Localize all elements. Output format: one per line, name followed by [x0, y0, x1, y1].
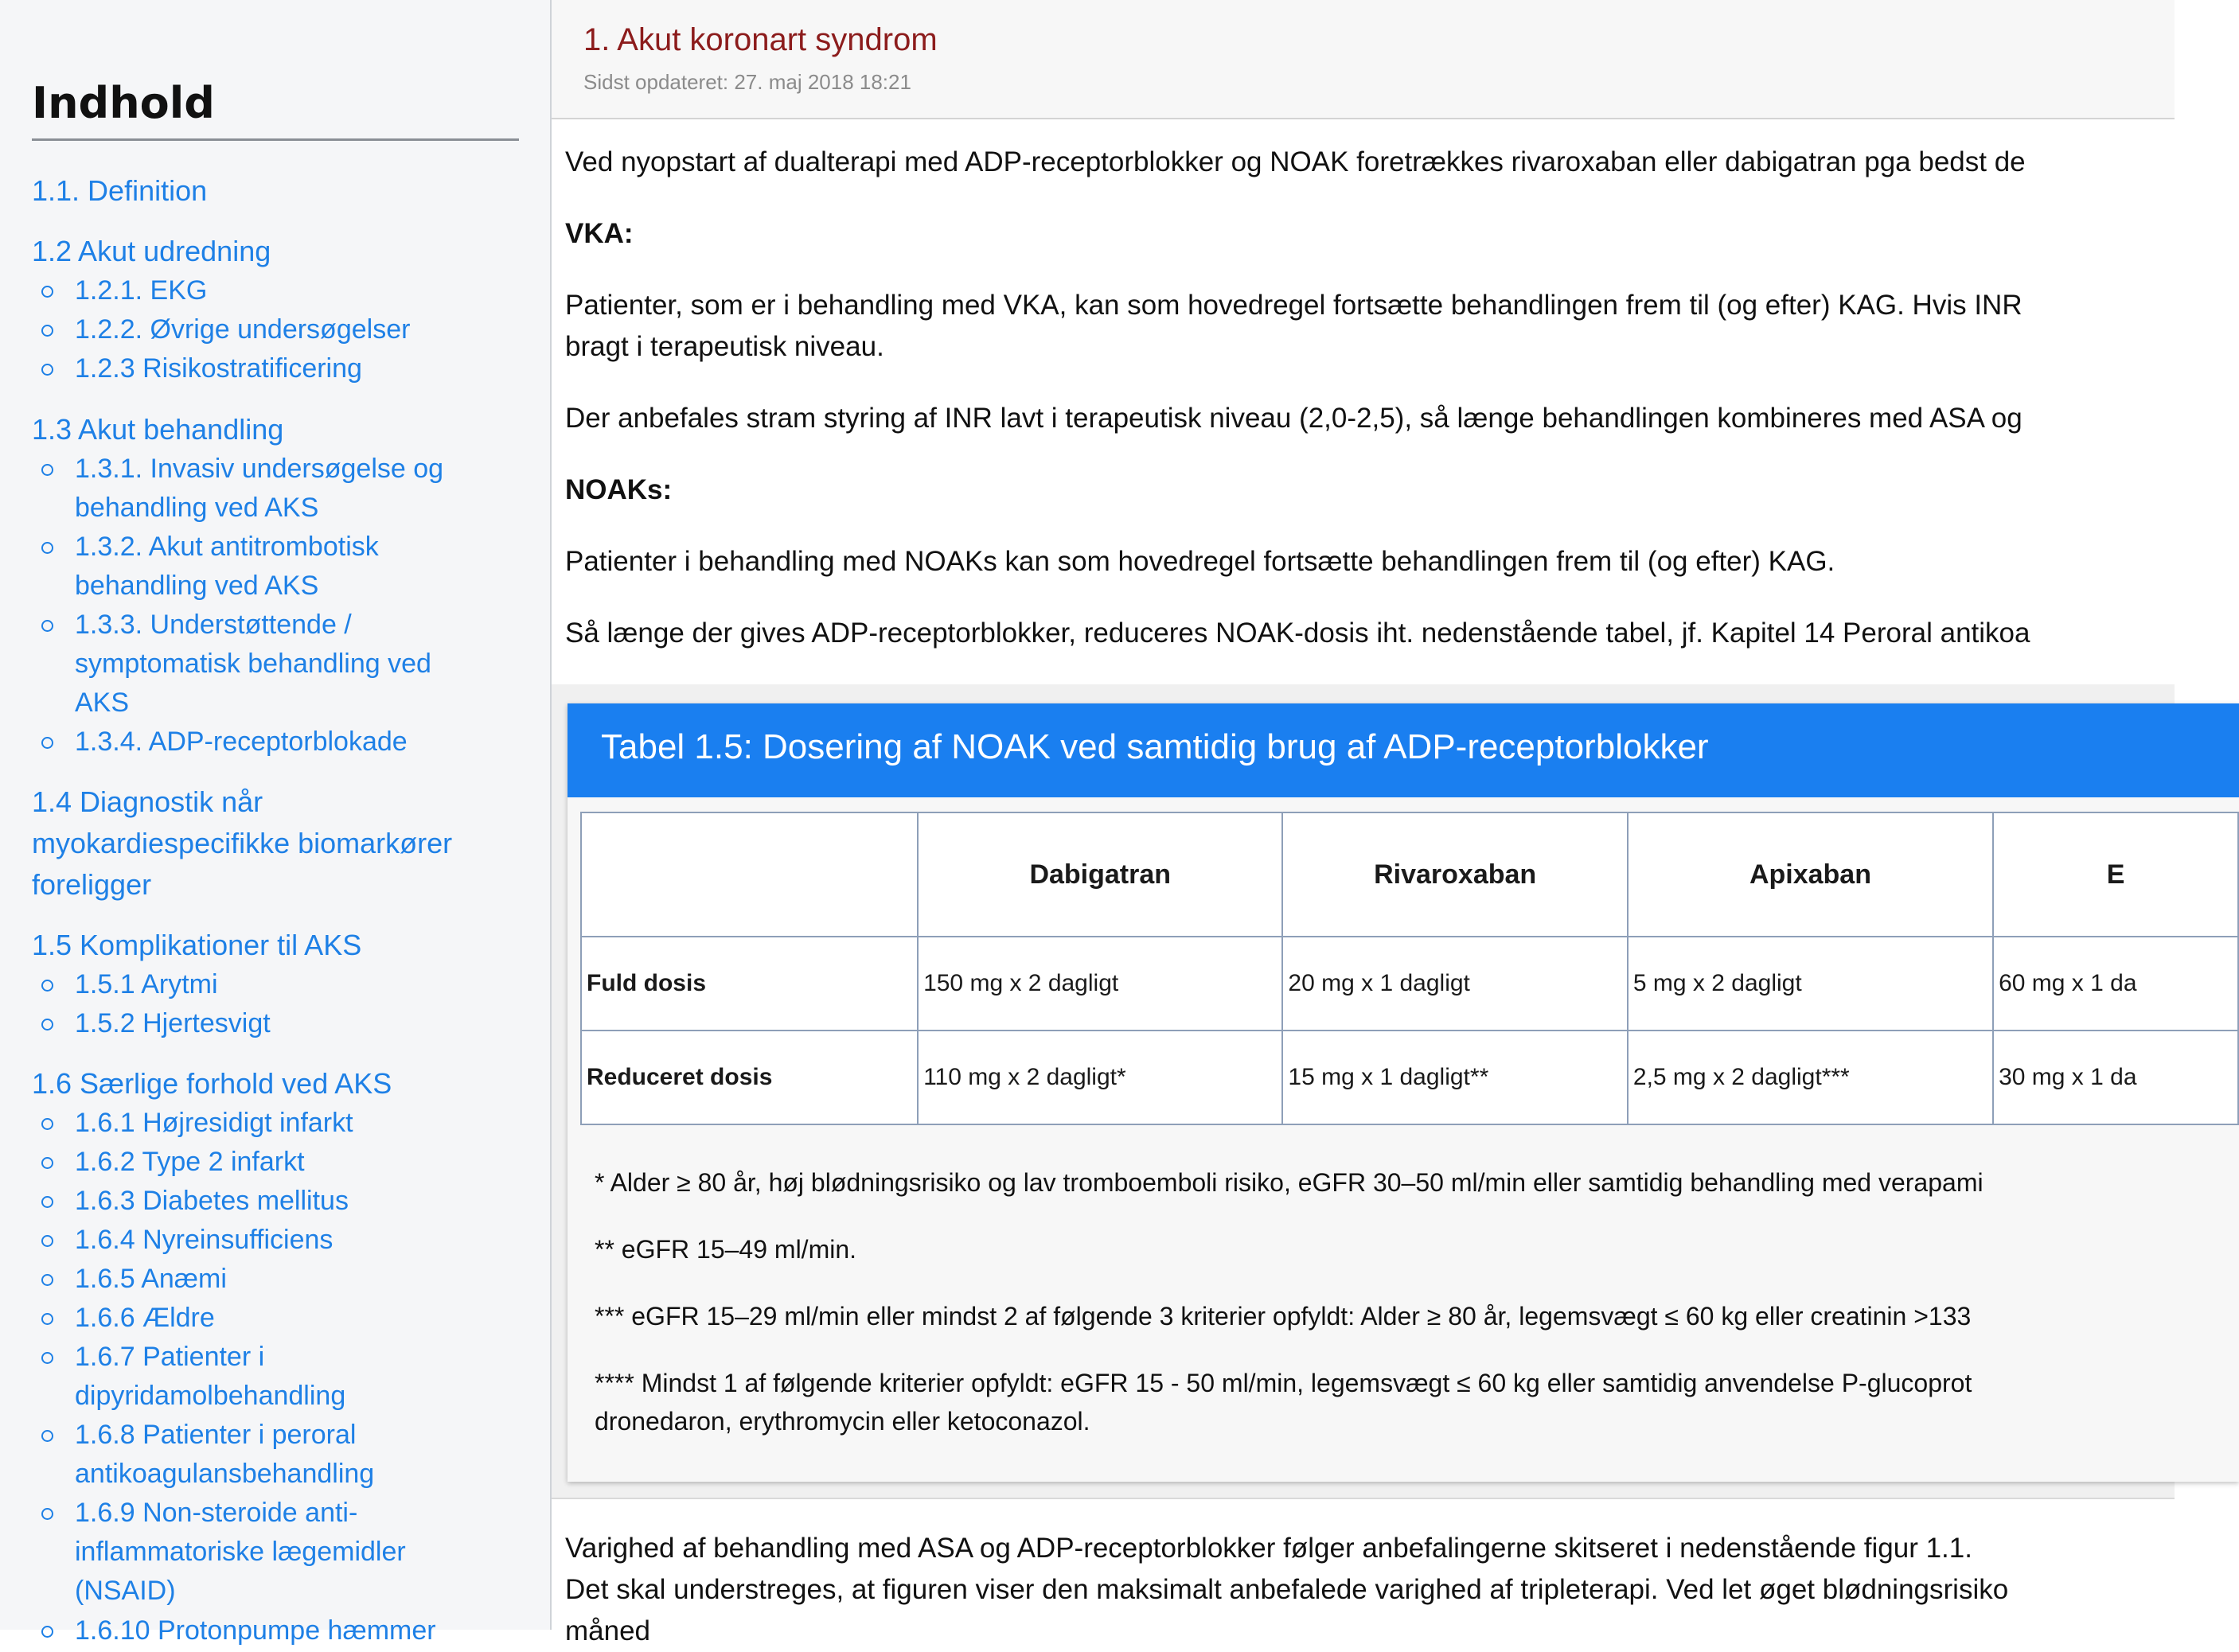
- toc-link-1-6-4[interactable]: 1.6.4 Nyreinsufficiens: [75, 1225, 334, 1255]
- table-header-cell: E: [1993, 812, 2238, 937]
- paragraph-noak-dose: Så længe der gives ADP-receptorblokker, reduceres NOAK-dosis iht. nedenstående tabel, jf. Kapitel 14 Peroral antikoa: [565, 618, 2030, 649]
- toc-link-1-4[interactable]: 1.4 Diagnostik når myokardiespecifikke biomarkører foreligger: [32, 785, 453, 901]
- toc-link-1-1[interactable]: 1.1. Definition: [32, 174, 208, 207]
- table-cell: 20 mg x 1 dagligt: [1282, 937, 1627, 1031]
- toc-link-1-2-1[interactable]: 1.2.1. EKG: [75, 275, 208, 306]
- table-row: [581, 1031, 2238, 1124]
- paragraph-inr: Der anbefales stram styring af INR lavt i terapeutisk niveau (2,0-2,5), så længe behandlingen kombineres med ASA og: [565, 403, 2023, 434]
- toc-link-1-5-2[interactable]: 1.5.2 Hjertesvigt: [75, 1008, 271, 1038]
- chapter-title: 1. Akut koronart syndrom: [583, 22, 938, 57]
- toc-heading: Indhold: [32, 78, 215, 128]
- table-header-row: [581, 812, 2238, 937]
- table-row: [581, 937, 2238, 1031]
- chapter-header: [552, 0, 2175, 119]
- table-footnote: dronedaron, erythromycin eller ketoconazol.: [595, 1407, 1090, 1436]
- bullet-icon: [41, 1626, 53, 1638]
- bullet-icon: [41, 1508, 53, 1520]
- section-divider: [552, 1498, 2175, 1499]
- bullet-icon: [41, 1235, 53, 1247]
- toc-link-1-3-3[interactable]: 1.3.3. Understøttende / symptomatisk behandling ved AKS: [75, 610, 431, 718]
- toc-sidebar: [0, 0, 552, 1646]
- toc-link-1-6-9[interactable]: 1.6.9 Non-steroide anti-inflammatoriske lægemidler (NSAID): [75, 1498, 406, 1606]
- table-footnote: ** eGFR 15–49 ml/min.: [595, 1235, 857, 1264]
- table-header-cell: Rivaroxaban: [1282, 812, 1627, 937]
- bullet-icon: [41, 1352, 53, 1364]
- paragraph-duration-line2: Det skal understreges, at figuren viser den maksimalt anbefalede varighed af tripleterapi. Ved let øget blødningsrisiko: [565, 1574, 2009, 1605]
- table-footnote: **** Mindst 1 af følgende kriterier opfyldt: eGFR 15 - 50 ml/min, legemsvægt ≤ 60 kg eller samtidig anvendelse P-glucoprot: [595, 1369, 1972, 1397]
- toc-link-1-6-2[interactable]: 1.6.2 Type 2 infarkt: [75, 1147, 305, 1177]
- toc-link-1-6-5[interactable]: 1.6.5 Anæmi: [75, 1264, 227, 1294]
- table-header-cell: Dabigatran: [918, 812, 1282, 937]
- table-cell: 30 mg x 1 da: [1993, 1031, 2238, 1124]
- heading-noaks: NOAKs:: [565, 474, 673, 505]
- paragraph-noaks: Patienter i behandling med NOAKs kan som hovedregel fortsætte behandlingen frem til (og efter) KAG.: [565, 546, 1835, 577]
- table-cell: 60 mg x 1 da: [1993, 937, 2238, 1031]
- toc-link-1-3-1[interactable]: 1.3.1. Invasiv undersøgelse og behandling ved AKS: [75, 454, 444, 523]
- toc-link-1-5[interactable]: 1.5 Komplikationer til AKS: [32, 929, 362, 961]
- table-header-cell: [581, 812, 918, 937]
- table-row-label: Fuld dosis: [581, 937, 918, 1031]
- paragraph-dual-therapy: Ved nyopstart af dualterapi med ADP-receptorblokker og NOAK foretrækkes rivaroxaban eller dabigatran pga bedst de: [565, 146, 2026, 177]
- bullet-icon: [41, 325, 53, 337]
- bullet-icon: [41, 1019, 53, 1031]
- table-cell: 2,5 mg x 2 dagligt***: [1628, 1031, 1993, 1124]
- last-updated-text: Sidst opdateret: 27. maj 2018 18:21: [583, 70, 911, 94]
- bullet-icon: [41, 1274, 53, 1286]
- bullet-icon: [41, 1118, 53, 1130]
- toc-divider: [32, 138, 519, 141]
- bullet-icon: [41, 1430, 53, 1442]
- table-footnote: * Alder ≥ 80 år, høj blødningsrisiko og lav tromboemboli risiko, eGFR 30–50 ml/min eller samtidig behandling med verapami: [595, 1168, 1984, 1197]
- bullet-icon: [41, 364, 53, 376]
- table-footnote: *** eGFR 15–29 ml/min eller mindst 2 af følgende 3 kriterier opfyldt: Alder ≥ 80 år, legemsvægt ≤ 60 kg eller creatinin >133: [595, 1302, 1972, 1331]
- table-title: Tabel 1.5: Dosering af NOAK ved samtidig brug af ADP-receptorblokker: [601, 727, 1709, 766]
- dosing-table: [580, 812, 2239, 1125]
- toc-link-1-2-2[interactable]: 1.2.2. Øvrige undersøgelser: [75, 314, 411, 345]
- paragraph-duration-line1: Varighed af behandling med ASA og ADP-receptorblokker følger anbefalingerne skitseret i nedenstående figur 1.1.: [565, 1533, 1972, 1564]
- toc-link-1-6-6[interactable]: 1.6.6 Ældre: [75, 1303, 215, 1333]
- bullet-icon: [41, 737, 53, 749]
- bullet-icon: [41, 620, 53, 632]
- bullet-icon: [41, 980, 53, 992]
- main-content: [552, 0, 2175, 1646]
- table-header-cell: Apixaban: [1628, 812, 1993, 937]
- heading-vka: VKA:: [565, 218, 634, 249]
- table-cell: 150 mg x 2 dagligt: [918, 937, 1282, 1031]
- table-cell: 110 mg x 2 dagligt*: [918, 1031, 1282, 1124]
- bullet-icon: [41, 1157, 53, 1169]
- table-card-header: [568, 703, 2239, 797]
- toc-link-1-2[interactable]: 1.2 Akut udredning: [32, 235, 271, 267]
- table-row-label: Reduceret dosis: [581, 1031, 918, 1124]
- toc-link-1-6-7[interactable]: 1.6.7 Patienter i dipyridamolbehandling: [75, 1342, 346, 1411]
- toc-link-1-3-2[interactable]: 1.3.2. Akut antitrombotisk behandling ved AKS: [75, 532, 379, 601]
- bullet-icon: [41, 464, 53, 476]
- bullet-icon: [41, 542, 53, 554]
- paragraph-vka-line2: bragt i terapeutisk niveau.: [565, 331, 884, 362]
- bullet-icon: [41, 1196, 53, 1208]
- toc-link-1-3-4[interactable]: 1.3.4. ADP-receptorblokade: [75, 727, 408, 757]
- bullet-icon: [41, 1313, 53, 1325]
- paragraph-vka-line1: Patienter, som er i behandling med VKA, kan som hovedregel fortsætte behandlingen frem til (og efter) KAG. Hvis INR: [565, 290, 2023, 321]
- toc-link-1-6-10[interactable]: 1.6.10 Protonpumpe hæmmer: [75, 1615, 436, 1646]
- table-cell: 5 mg x 2 dagligt: [1628, 937, 1993, 1031]
- toc-link-1-5-1[interactable]: 1.5.1 Arytmi: [75, 969, 218, 999]
- bullet-icon: [41, 286, 53, 298]
- toc-link-1-6-1[interactable]: 1.6.1 Højresidigt infarkt: [75, 1108, 353, 1138]
- table-cell: 15 mg x 1 dagligt**: [1282, 1031, 1627, 1124]
- table-card: [568, 703, 2239, 1482]
- toc-link-1-6-8[interactable]: 1.6.8 Patienter i peroral antikoagulansbehandling: [75, 1420, 375, 1489]
- toc-link-1-6-3[interactable]: 1.6.3 Diabetes mellitus: [75, 1186, 349, 1216]
- toc-link-1-2-3[interactable]: 1.2.3 Risikostratificering: [75, 353, 362, 384]
- paragraph-duration-line3: måned: [565, 1615, 651, 1646]
- toc-link-1-3[interactable]: 1.3 Akut behandling: [32, 413, 284, 446]
- toc-link-1-6[interactable]: 1.6 Særlige forhold ved AKS: [32, 1067, 392, 1100]
